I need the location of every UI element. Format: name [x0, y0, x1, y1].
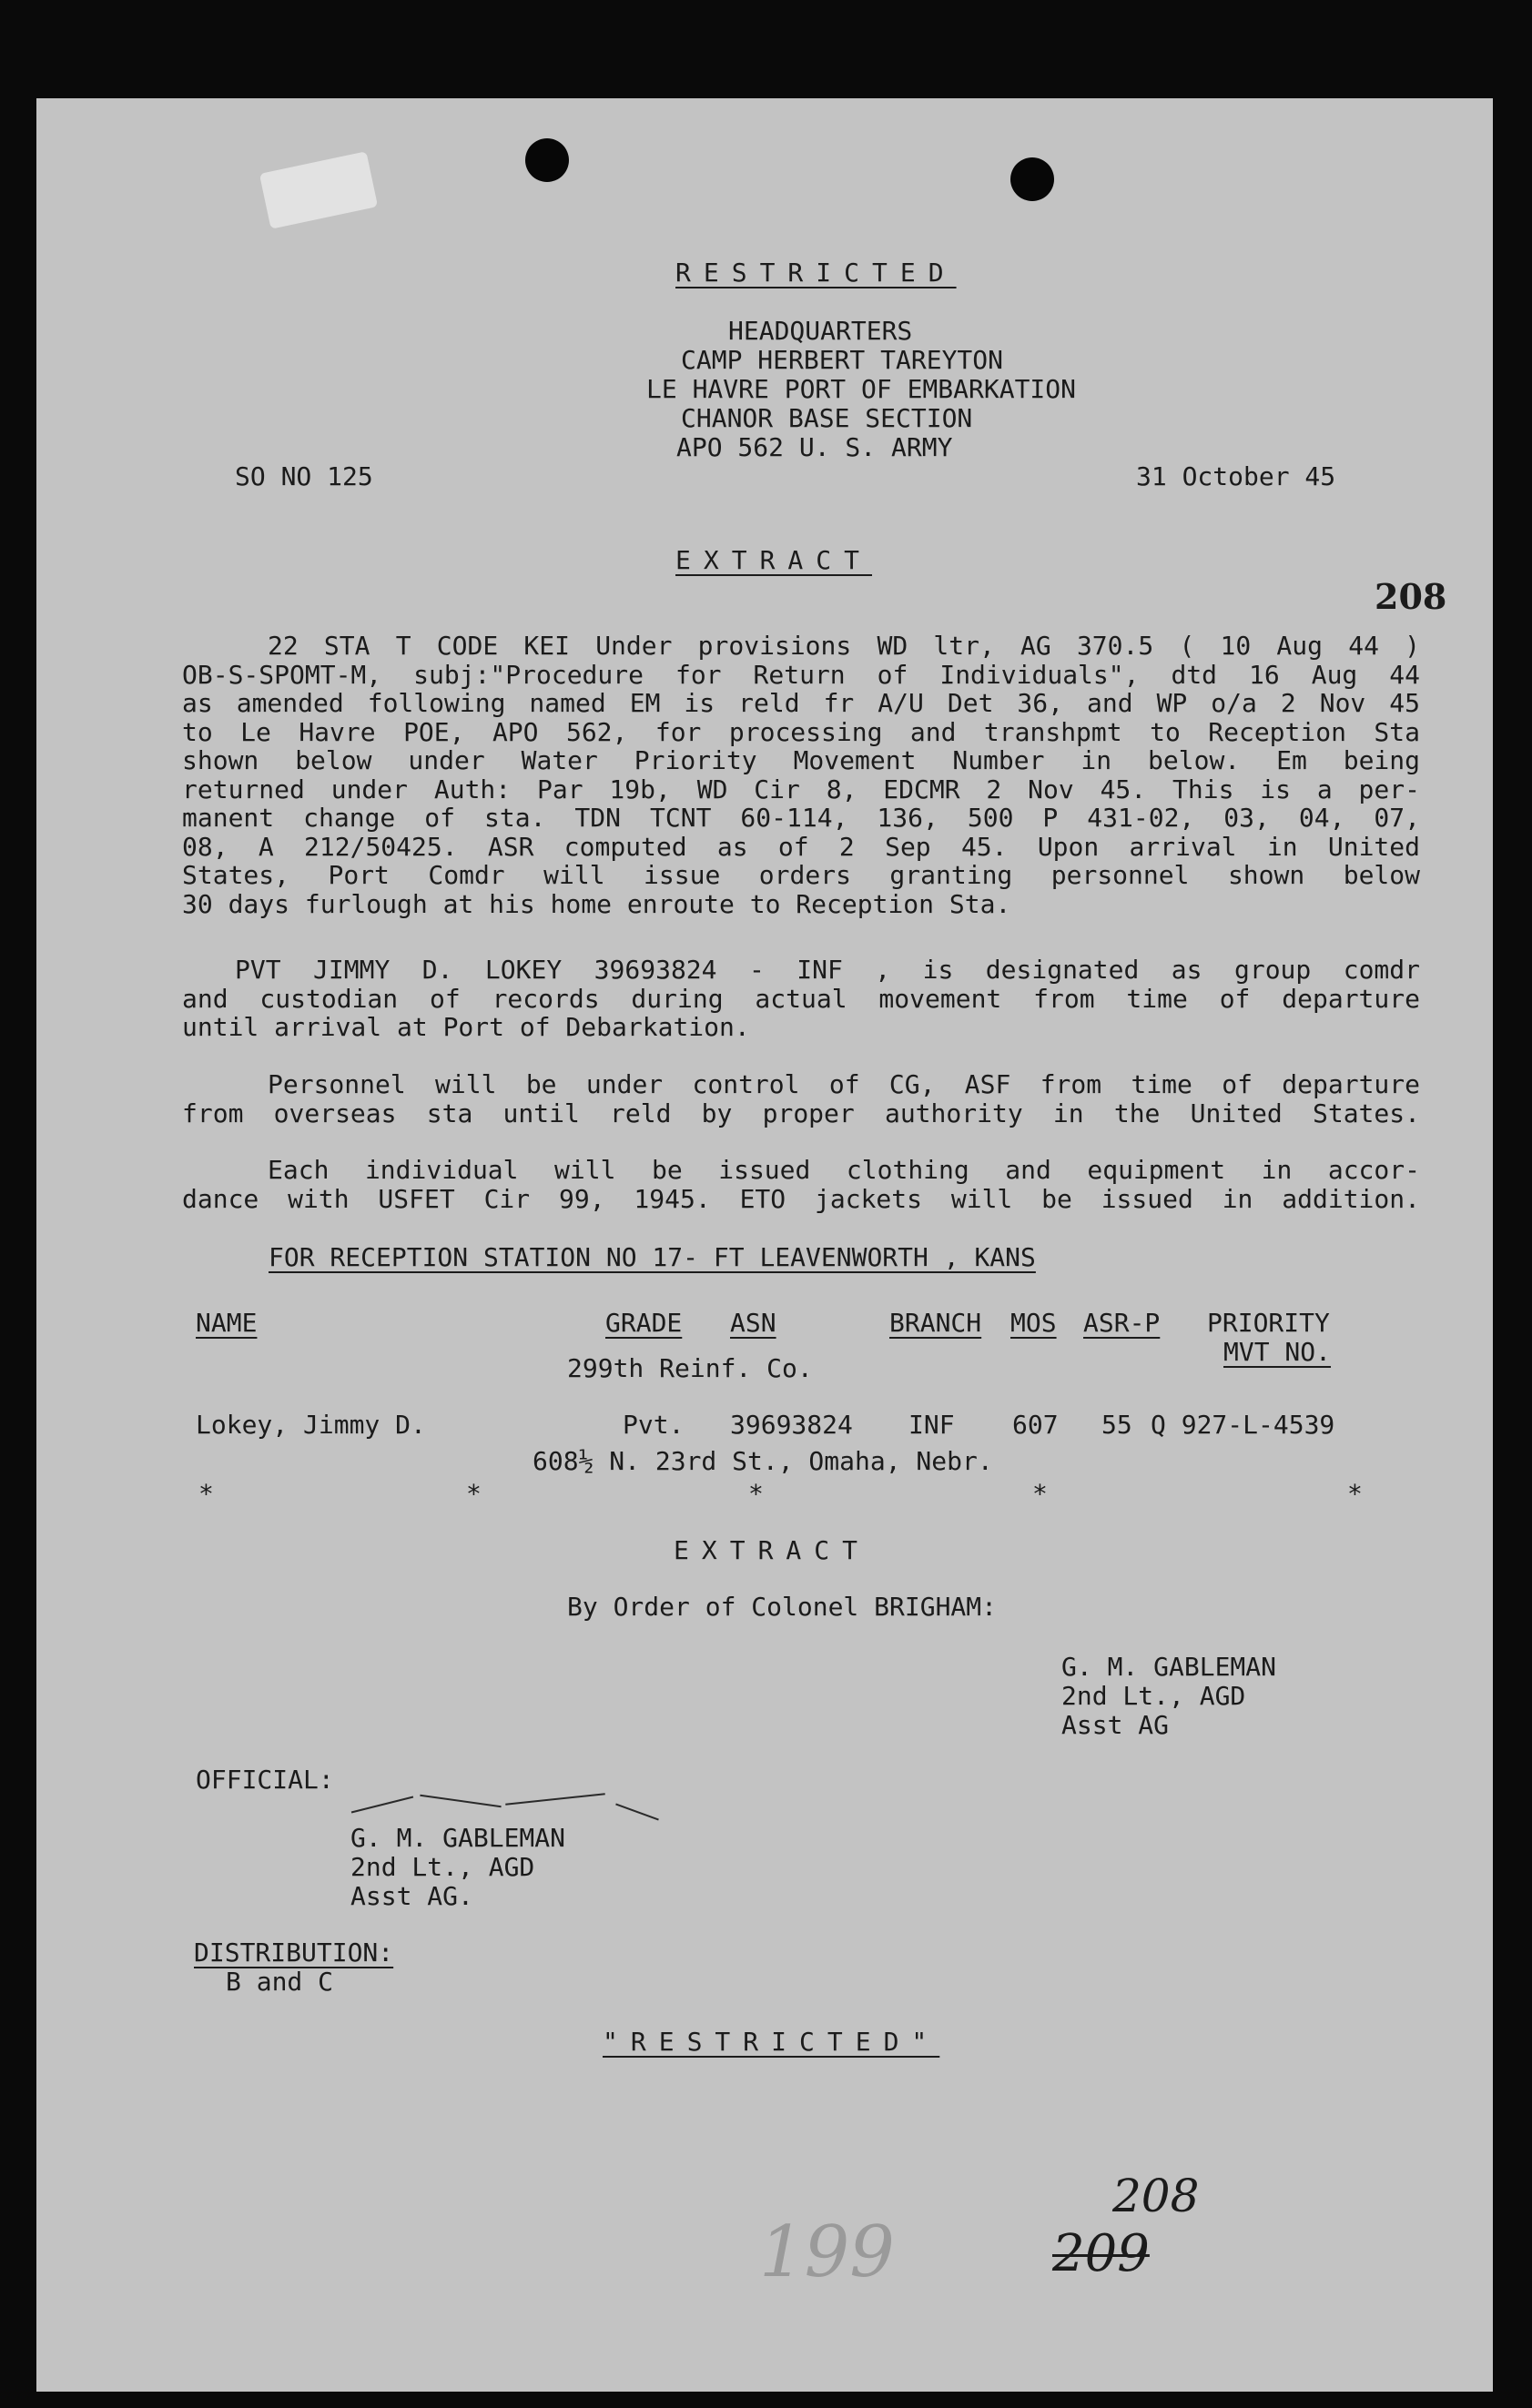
paragraph-line: and custodian of records during actual movement from time of departure — [182, 983, 1420, 1014]
signer-rank: 2nd Lt., AGD — [1061, 1681, 1246, 1711]
separator-asterisk: * — [466, 1479, 482, 1509]
paragraph-orders-line: returned under Auth: Par 19b, WD Cir 8, EDCMR 2 Nov 45. This is a per- — [182, 774, 1420, 804]
paragraph-orders-line: to Le Havre POE, APO 562, for processing and transhpmt to Reception Sta — [182, 716, 1420, 747]
paragraph-orders-line: manent change of sta. TDN TCNT 60-114, 136, 500 P 431-02, 03, 04, 07, — [182, 803, 1420, 833]
by-order-line: By Order of Colonel BRIGHAM: — [567, 1592, 998, 1622]
paragraph-orders-line: 22 STA T CODE KEI Under provisions WD ltr, AG 370.5 ( 10 Aug 44 ) — [268, 631, 1420, 661]
separator-asterisk: * — [748, 1479, 764, 1509]
separator-asterisk: * — [1032, 1479, 1048, 1509]
punch-hole-left — [525, 138, 569, 182]
separator-asterisk: * — [1347, 1479, 1363, 1509]
unit-name: 299th Reinf. Co. — [567, 1353, 813, 1383]
paragraph-line: Each individual will be issued clothing and equipment in accor- — [268, 1155, 1420, 1185]
official-label: OFFICIAL: — [196, 1765, 334, 1795]
col-header-asr: ASR-P — [1083, 1308, 1161, 1338]
order-number: SO NO 125 — [235, 461, 373, 491]
page-stamp: 208 — [1375, 576, 1447, 617]
col-header-name: NAME — [196, 1308, 258, 1338]
signer-title: Asst AG — [1061, 1710, 1170, 1740]
header-line-1: HEADQUARTERS — [728, 316, 913, 346]
distribution-value: B and C — [226, 1967, 334, 1997]
handwritten-page-new: 208 — [1112, 2170, 1200, 2222]
col-header-branch: BRANCH — [889, 1308, 982, 1338]
official-rank: 2nd Lt., AGD — [350, 1852, 535, 1882]
classification-top: RESTRICTED — [675, 258, 957, 288]
paragraph-clothing — [182, 1156, 1420, 1213]
paragraph-line: PVT JIMMY D. LOKEY 39693824 - INF , is designated as group comdr — [235, 955, 1420, 985]
paragraph-orders-line: 30 days furlough at his home enroute to Reception Sta. — [182, 888, 1011, 919]
extract-footer: EXTRACT — [674, 1535, 871, 1565]
pencil-page-number: 199 — [759, 2211, 895, 2293]
row-grade: Pvt. — [623, 1410, 685, 1440]
row-name: Lokey, Jimmy D. — [196, 1410, 426, 1440]
row-mos: 607 — [1012, 1410, 1059, 1440]
classification-bottom: "RESTRICTED" — [603, 2027, 940, 2057]
signer-name: G. M. GABLEMAN — [1061, 1652, 1277, 1682]
official-name: G. M. GABLEMAN — [350, 1823, 566, 1853]
paragraph-orders-line: shown below under Water Priority Movement Number in below. Em being — [182, 745, 1420, 775]
official-title: Asst AG. — [350, 1881, 473, 1911]
paragraph-line: dance with USFET Cir 99, 1945. ETO jackets will be issued in addition. — [182, 1183, 1420, 1214]
distribution-label: DISTRIBUTION: — [194, 1938, 394, 1968]
paragraph-orders — [182, 632, 1420, 918]
row-branch: INF — [908, 1410, 955, 1440]
header-line-2: CAMP HERBERT TAREYTON — [681, 345, 1004, 375]
paragraph-orders-line: 08, A 212/50425. ASR computed as of 2 Sep 45. Upon arrival in United — [182, 831, 1420, 862]
col-header-grade: GRADE — [605, 1308, 683, 1338]
paragraph-control — [182, 1070, 1420, 1128]
torn-corner — [259, 151, 378, 229]
reception-station-heading: FOR RECEPTION STATION NO 17- FT LEAVENWORTH , KANS — [269, 1242, 1036, 1272]
paragraph-group-commander — [182, 956, 1420, 1042]
paragraph-orders-line: as amended following named EM is reld fr A/U Det 36, and WP o/a 2 Nov 45 — [182, 688, 1420, 718]
col-header-mos: MOS — [1010, 1308, 1057, 1338]
extract-heading: EXTRACT — [675, 545, 873, 575]
order-date: 31 October 45 — [1136, 461, 1336, 491]
paragraph-line: until arrival at Port of Debarkation. — [182, 1012, 750, 1042]
handwritten-page-old: 209 — [1052, 2224, 1150, 2283]
row-asr: 55 — [1101, 1410, 1132, 1440]
row-asn: 39693824 — [730, 1410, 853, 1440]
separator-asterisk: * — [198, 1479, 214, 1509]
header-line-4: CHANOR BASE SECTION — [681, 403, 973, 433]
header-line-5: APO 562 U. S. ARMY — [676, 432, 953, 462]
row-priority: Q 927-L-4539 — [1151, 1410, 1335, 1440]
paragraph-line: from overseas sta until reld by proper authority in the United States. — [182, 1098, 1420, 1128]
paragraph-line: Personnel will be under control of CG, ASF from time of departure — [268, 1069, 1420, 1099]
header-line-3: LE HAVRE PORT OF EMBARKATION — [646, 374, 1077, 404]
punch-hole-right — [1010, 157, 1054, 201]
paragraph-orders-line: OB-S-SPOMT-M, subj:"Procedure for Return of Individuals", dtd 16 Aug 44 — [182, 659, 1420, 690]
col-header-mvt-no: MVT NO. — [1223, 1337, 1332, 1367]
col-header-priority: PRIORITY — [1207, 1308, 1330, 1338]
row-address: 608½ N. 23rd St., Omaha, Nebr. — [533, 1446, 993, 1476]
paragraph-orders-line: States, Port Comdr will issue orders granting personnel shown below — [182, 860, 1420, 890]
col-header-asn: ASN — [730, 1308, 776, 1338]
